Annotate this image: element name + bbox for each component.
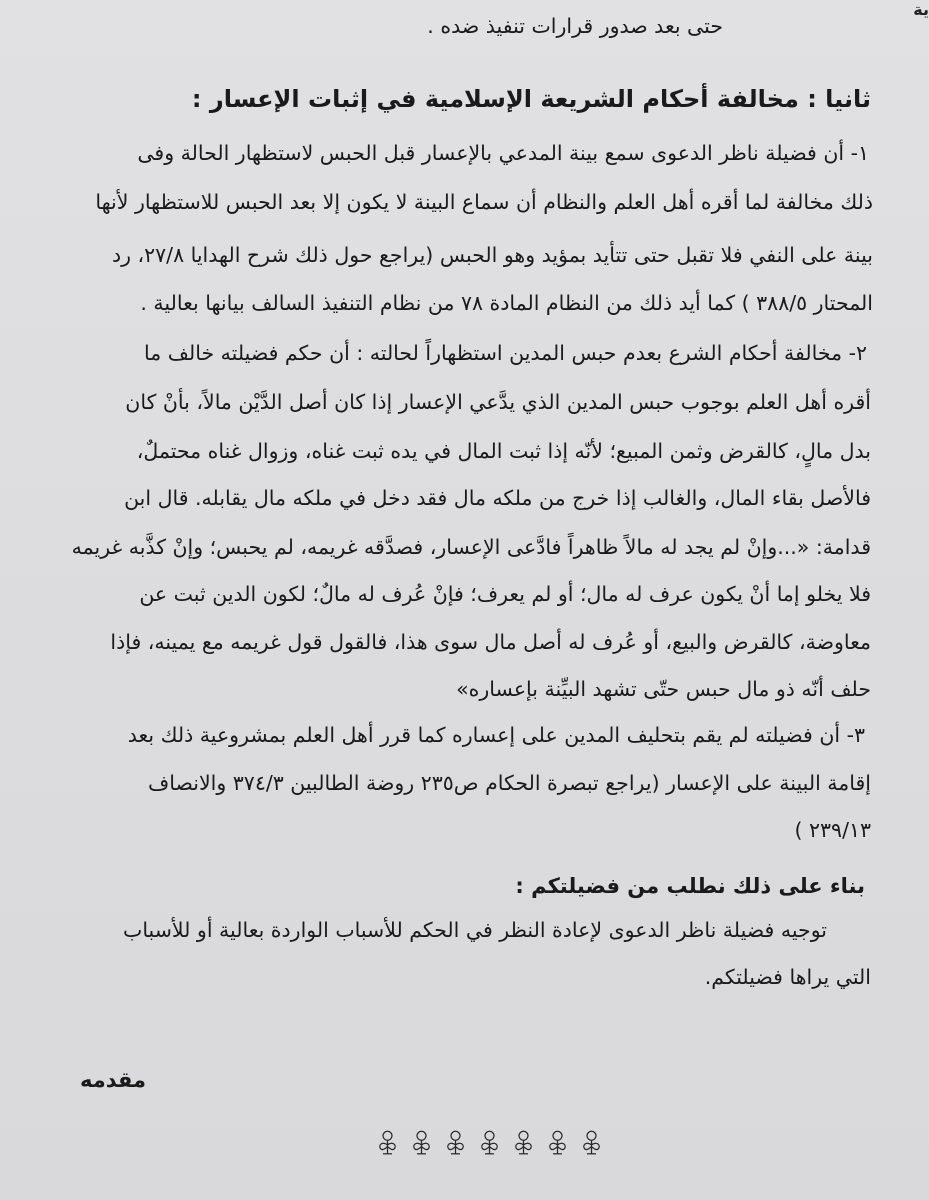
- request-line-1: توجيه فضيلة ناظر الدعوى لإعادة النظر في الحكم للأسباب الواردة بعالية أو للأسباب: [123, 918, 827, 942]
- point-2-line-4: فالأصل بقاء المال، والغالب إذا خرج من ملكه مال فقد دخل في ملكه مال يقابله. قال ابن: [124, 486, 871, 510]
- decorative-ornaments: [374, 1128, 605, 1158]
- request-line-2: التي يراها فضيلتكم.: [704, 965, 871, 989]
- point-1-line-4: المحتار ٣٨٨/٥ ) كما أيد ذلك من النظام المادة ٧٨ من نظام التنفيذ السالف بيانها بعالية .: [140, 291, 873, 315]
- flower-ornament-icon: [476, 1128, 503, 1158]
- point-1-line-3: بينة على النفي فلا تقبل حتى تتأيد بمؤيد وهو الحبس (يراجع حول ذلك شرح الهدايا ٢٧/٨، رد: [111, 243, 873, 267]
- point-1-line-2: ذلك مخالفة لما أقره أهل العلم والنظام أن سماع البينة لا يكون إلا بعد الحبس للاستظهار لأنها: [95, 190, 873, 214]
- point-3-line-2: إقامة البينة على الإعسار (يراجع تبصرة الحكام ص٢٣٥ روضة الطالبين ٣٧٤/٣ والانصاف: [148, 771, 871, 795]
- point-2-line-7: معاوضة، كالقرض والبيع، أو عُرف له أصل مال سوى هذا، فالقول قول غريمه مع يمينه، فإذا: [110, 630, 871, 654]
- flower-ornament-icon: [544, 1128, 571, 1158]
- flower-ornament-icon: [510, 1128, 537, 1158]
- point-2-line-2: أقره أهل العلم بوجوب حبس المدين الذي يدَّعي الإعسار إذا كان أصل الدَّيْن مالاً، بأنْ كان: [125, 390, 871, 414]
- page-corner-mark: ية: [913, 0, 929, 19]
- signature-label: مقدمه: [80, 1068, 146, 1092]
- point-3-line-3: ٢٣٩/١٣ ): [794, 818, 871, 842]
- point-3-line-1: ٣- أن فضيلته لم يقم بتحليف المدين على إعساره كما قرر أهل العلم بمشروعية ذلك بعد: [127, 723, 865, 747]
- point-2-line-8: حلف أنّه ذو مال حبس حتّى تشهد البيِّنة بإعساره»: [456, 677, 871, 701]
- point-1-line-1: ١- أن فضيلة ناظر الدعوى سمع بينة المدعي بالإعسار قبل الحبس لاستظهار الحالة وفى: [137, 141, 869, 165]
- point-2-line-1: ٢- مخالفة أحكام الشرع بعدم حبس المدين استظهاراً لحالته : أن حكم فضيلته خالف ما: [144, 341, 867, 365]
- section-title: ثانيا : مخالفة أحكام الشريعة الإسلامية في إثبات الإعسار :: [191, 85, 871, 113]
- point-2-line-6: فلا يخلو إما أنْ يكون عرف له مال؛ أو لم يعرف؛ فإنْ عُرف له مالٌ؛ لكون الدين ثبت عن: [139, 582, 871, 606]
- point-2-line-5: قدامة: «...وإنْ لم يجد له مالاً ظاهراً فادَّعى الإعسار، فصدَّقه غريمه، لم يحبس؛ وإنْ كذَّبه غريمه: [71, 535, 871, 559]
- request-title: بناء على ذلك نطلب من فضيلتكم :: [515, 874, 865, 898]
- flower-ornament-icon: [442, 1128, 469, 1158]
- opening-line: حتى بعد صدور قرارات تنفيذ ضده .: [427, 14, 723, 38]
- flower-ornament-icon: [374, 1128, 401, 1158]
- flower-ornament-icon: [578, 1128, 605, 1158]
- flower-ornament-icon: [408, 1128, 435, 1158]
- point-2-line-3: بدل مالٍ، كالقرض وثمن المبيع؛ لأنّه إذا ثبت المال في يده ثبت غناه، وزوال غناه محتملٌ،: [136, 439, 871, 463]
